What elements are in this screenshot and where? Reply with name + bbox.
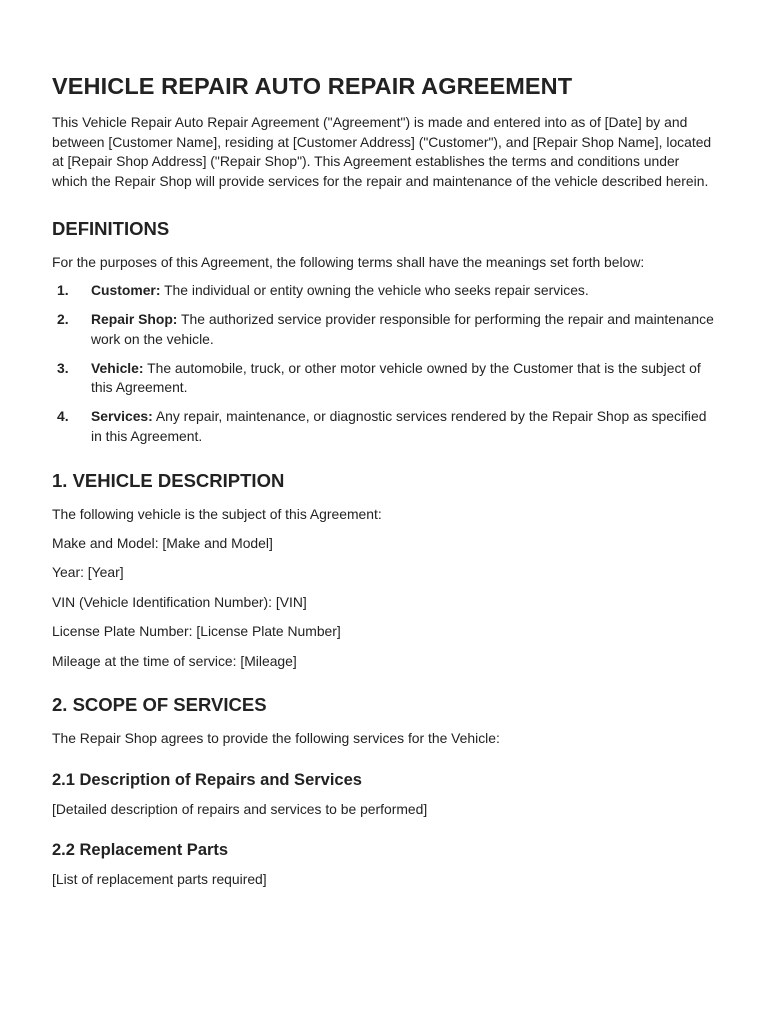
repairs-services-heading: 2.1 Description of Repairs and Services bbox=[52, 770, 362, 789]
definition-number: 3. bbox=[57, 359, 69, 376]
definitions-lead: For the purposes of this Agreement, the following terms shall have the meanings set forth below: bbox=[52, 254, 645, 271]
definition-number: 1. bbox=[57, 281, 69, 298]
definition-term: Repair Shop: bbox=[91, 311, 178, 328]
repairs-services-text: [Detailed description of repairs and services to be performed] bbox=[52, 800, 428, 817]
definition-text: The automobile, truck, or other motor vehicle owned by the Customer that is the subject of this Agreement. bbox=[91, 359, 701, 396]
definition-item bbox=[52, 281, 718, 301]
vehicle-description-heading: 1. VEHICLE DESCRIPTION bbox=[52, 469, 285, 491]
vehicle-year: Year: [Year] bbox=[52, 564, 124, 581]
definition-term: Services: bbox=[91, 408, 153, 425]
intro-paragraph: This Vehicle Repair Auto Repair Agreement ("Agreement") is made and entered into as of [Date] by and between [Customer Name], residing at [Customer Address] ("Customer"), and [Repair Shop Name], located at [Repair Shop Address] ("Repair Shop"). This Agreement establishes the terms and conditions under which the Repair Shop will provide services for the repair and maintenance of the vehicle described herein. bbox=[52, 114, 712, 189]
definition-item bbox=[52, 310, 718, 349]
definition-item bbox=[52, 359, 718, 398]
definition-term: Vehicle: bbox=[91, 359, 144, 376]
vehicle-mileage: Mileage at the time of service: [Mileage] bbox=[52, 652, 297, 669]
vehicle-license-plate: License Plate Number: [License Plate Number] bbox=[52, 623, 341, 640]
definition-number: 4. bbox=[57, 408, 69, 425]
vehicle-make-model: Make and Model: [Make and Model] bbox=[52, 535, 273, 552]
definitions-heading: DEFINITIONS bbox=[52, 218, 170, 240]
definition-item bbox=[52, 407, 718, 446]
definition-term: Customer: bbox=[91, 281, 161, 298]
scope-of-services-lead: The Repair Shop agrees to provide the following services for the Vehicle: bbox=[52, 730, 500, 747]
definition-number: 2. bbox=[57, 311, 69, 328]
replacement-parts-text: [List of replacement parts required] bbox=[52, 871, 267, 888]
document-title: VEHICLE REPAIR AUTO REPAIR AGREEMENT bbox=[52, 73, 573, 99]
vehicle-vin: VIN (Vehicle Identification Number): [VIN] bbox=[52, 593, 307, 610]
definitions-list bbox=[52, 281, 718, 447]
replacement-parts-heading: 2.2 Replacement Parts bbox=[52, 841, 229, 860]
definition-text: The individual or entity owning the vehicle who seeks repair services. bbox=[160, 281, 589, 298]
definition-text: Any repair, maintenance, or diagnostic services rendered by the Repair Shop as specified in this Agreement. bbox=[91, 408, 707, 445]
definition-text: The authorized service provider responsible for performing the repair and maintenance work on the vehicle. bbox=[91, 311, 714, 347]
vehicle-description-lead: The following vehicle is the subject of this Agreement: bbox=[52, 505, 382, 522]
scope-of-services-heading: 2. SCOPE OF SERVICES bbox=[52, 694, 267, 716]
